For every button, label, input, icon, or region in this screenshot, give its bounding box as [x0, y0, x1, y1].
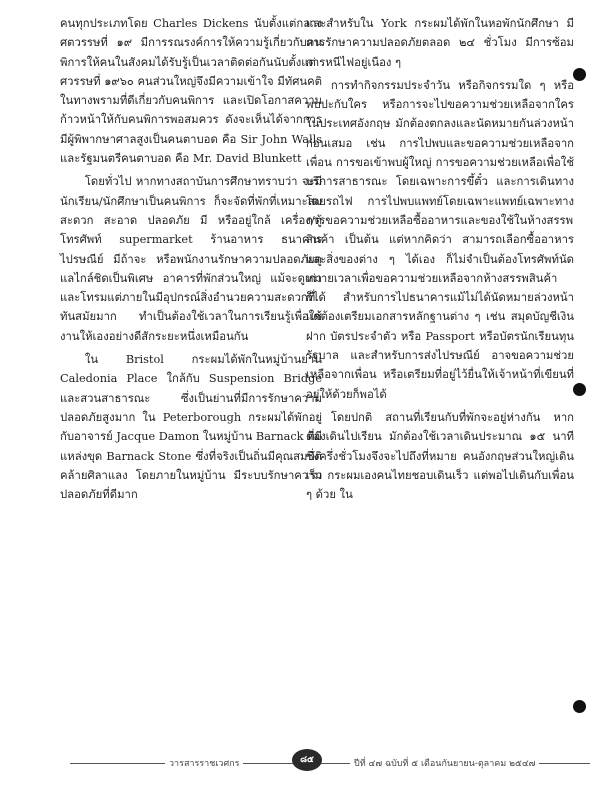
- page-number: ๘๕: [292, 749, 322, 771]
- page-footer: [70, 753, 590, 775]
- journal-name: วารสารราชเวศกร: [165, 756, 243, 770]
- left-column: [60, 14, 322, 504]
- paragraph: และสำหรับใน York กระผมได้พักในหอพักนักศึกษา มีการรักษาความปลอดภัยตลอด ๒๔ ชั่วโมง มีการซ้อมการหนีไฟอยู่เนือง ๆ: [306, 17, 574, 69]
- issue-info: ปีที่ ๔๗ ฉบับที่ ๕ เดือนกันยายน-ตุลาคม ๒๕๔๗: [350, 756, 539, 770]
- paragraph: ใน Bristol กระผมได้พักในหมู่บ้านย่าน Caledonia Place ใกล้กับ Suspension Bridge และสวนสาธารณะ ซึ่งเป็นย่านที่มีการรักษาความปลอดภัยสูงมาก ใน Peterborough กระผมได้พักอยู่กับอาจารย์ Jacque Damon ในหมู่บ้าน Barnack ที่มีแหล่งขุด Barnack Stone ซึ่งที่จริงเป็นถิ่นมีคุณสมบัติคล้ายศิลาแลง โดยภายในหมู่บ้าน มีระบบรักษาความปลอดภัยที่ดีมาก: [60, 353, 322, 502]
- binder-hole-icon: [573, 68, 586, 81]
- paragraph: โดยปกติ สถานที่เรียนกับที่พักจะอยู่ห่างกัน หากต้องเดินไปเรียน มักต้องใช้เวลาเดินประมาณ ๑๕ นาทีซึ่งครึ่งชั่วโมงจึงจะไปถึงที่หมาย คนอังกฤษส่วนใหญ่เดินเร็ว กระผมเองคนไทยชอบเดินเร็ว แต่พอไปเดินกับเพื่อน ๆ ด้วย ใน: [306, 410, 574, 502]
- binder-hole-icon: [573, 383, 586, 396]
- paragraph: การทำกิจกรรมประจำวัน หรือกิจกรรมใด ๆ หรือพบปะกับใคร หรือการจะไปขอความช่วยเหลือจากใครในประเทศอังกฤษ มักต้องตกลงและนัดหมายกันล่วงหน้าก่อนเสมอ เช่น การไปพบและขอความช่วยเหลือจากเพื่อน การขอเข้าพบผู้ใหญ่ การขอความช่วยเหลือเพื่อใช้บริการสาธารณะ โดยเฉพาะการขึ้ตั๋ว และการเดินทางโดยรถไฟ การไปพบแพทย์โดยเฉพาะแพทย์เฉพาะทาง การขอความช่วยเหลือซื้ออาหารและของใช้ในห้างสรรพสินค้า เป็นต้น แต่หากคิดว่า สามารถเลือกซื้ออาหาร และสิ่งของต่าง ๆ ได้เอง ก็ไม่จำเป็นต้องโทรศัพท์นัดหมายเวลาเพื่อขอความช่วยเหลือจากห้างสรรพสินค้าก็ได้ สำหรับการไปธนาคารแม้ไม่ได้นัดหมายล่วงหน้าแต่ต้องเตรียมเอกสารหลักฐานต่าง ๆ เช่น สมุดบัญชีเงินฝาก บัตรประจำตัว หรือ Passport หรือบัตรนักเรียนทุนรัฐบาล และสำหรับการส่งไปรษณีย์ อาจขอความช่วยเหลือจากเพื่อน หรือเตรียมที่อยู่ไว้ยื่นให้เจ้าหน้าที่เขียนที่อยู่ให้ด้วยก็พอได้: [306, 78, 574, 401]
- paragraph: โดยทั่วไป หากทางสถาบันการศึกษาทราบว่า จะมีนักเรียน/นักศึกษาเป็นคนพิการ ก็จะจัดที่พักที่เหมาะสม สะดวก สะอาด ปลอดภัย มี หรืออยู่ใกล้ เครื่อง/ตู้โทรศัพท์ supermarket ร้านอาหาร ธนาคาร ไปรษณีย์ มีถ้าจะ หรือพนักงานรักษาความปลอดภัยดูแลไกล์ชิดเป็นพิเศษ อาคารที่พักส่วนใหญ่ แม้จะดูเก่า และโทรมแต่ภายในมีอุปกรณ์สิ่งอำนวยความสะดวกที่ทันสมัยมาก ทำเป็นต้องใช้เวลาในการเรียนรู้เพื่อใช้งานให้เองอย่างดีสักระยะหนึ่งเหมือนกัน: [60, 175, 322, 343]
- paragraph: คนทุกประเภทโดย Charles Dickens นับตั้งแต่กลางศตวรรษที่ ๑๙ มีการรณรงค์การให้ความรู้เกี่ยวกับคนพิการให้คนในสังคมได้รับรู้เป็นเวลาติดต่อกันนับตั้งแต่ศวรรษที่ ๑๙๖๐ คนส่วนใหญ่จึงมีความเข้าใจ มีทัศนคติในทางพรามที่ดีเกี่ยวกับคนพิการ และเปิดโอกาสความก้าวหน้าให้กับคนพิการพอสมควร ดังจะเห็นได้จากการมีผู้พิพากษาศาลสูงเป็นคนตาบอด คือ Sir John Walls และรัฐมนตรีคนตาบอด คือ Mr. David Blunkett: [60, 17, 322, 166]
- binder-hole-icon: [573, 700, 586, 713]
- right-column: [306, 14, 574, 504]
